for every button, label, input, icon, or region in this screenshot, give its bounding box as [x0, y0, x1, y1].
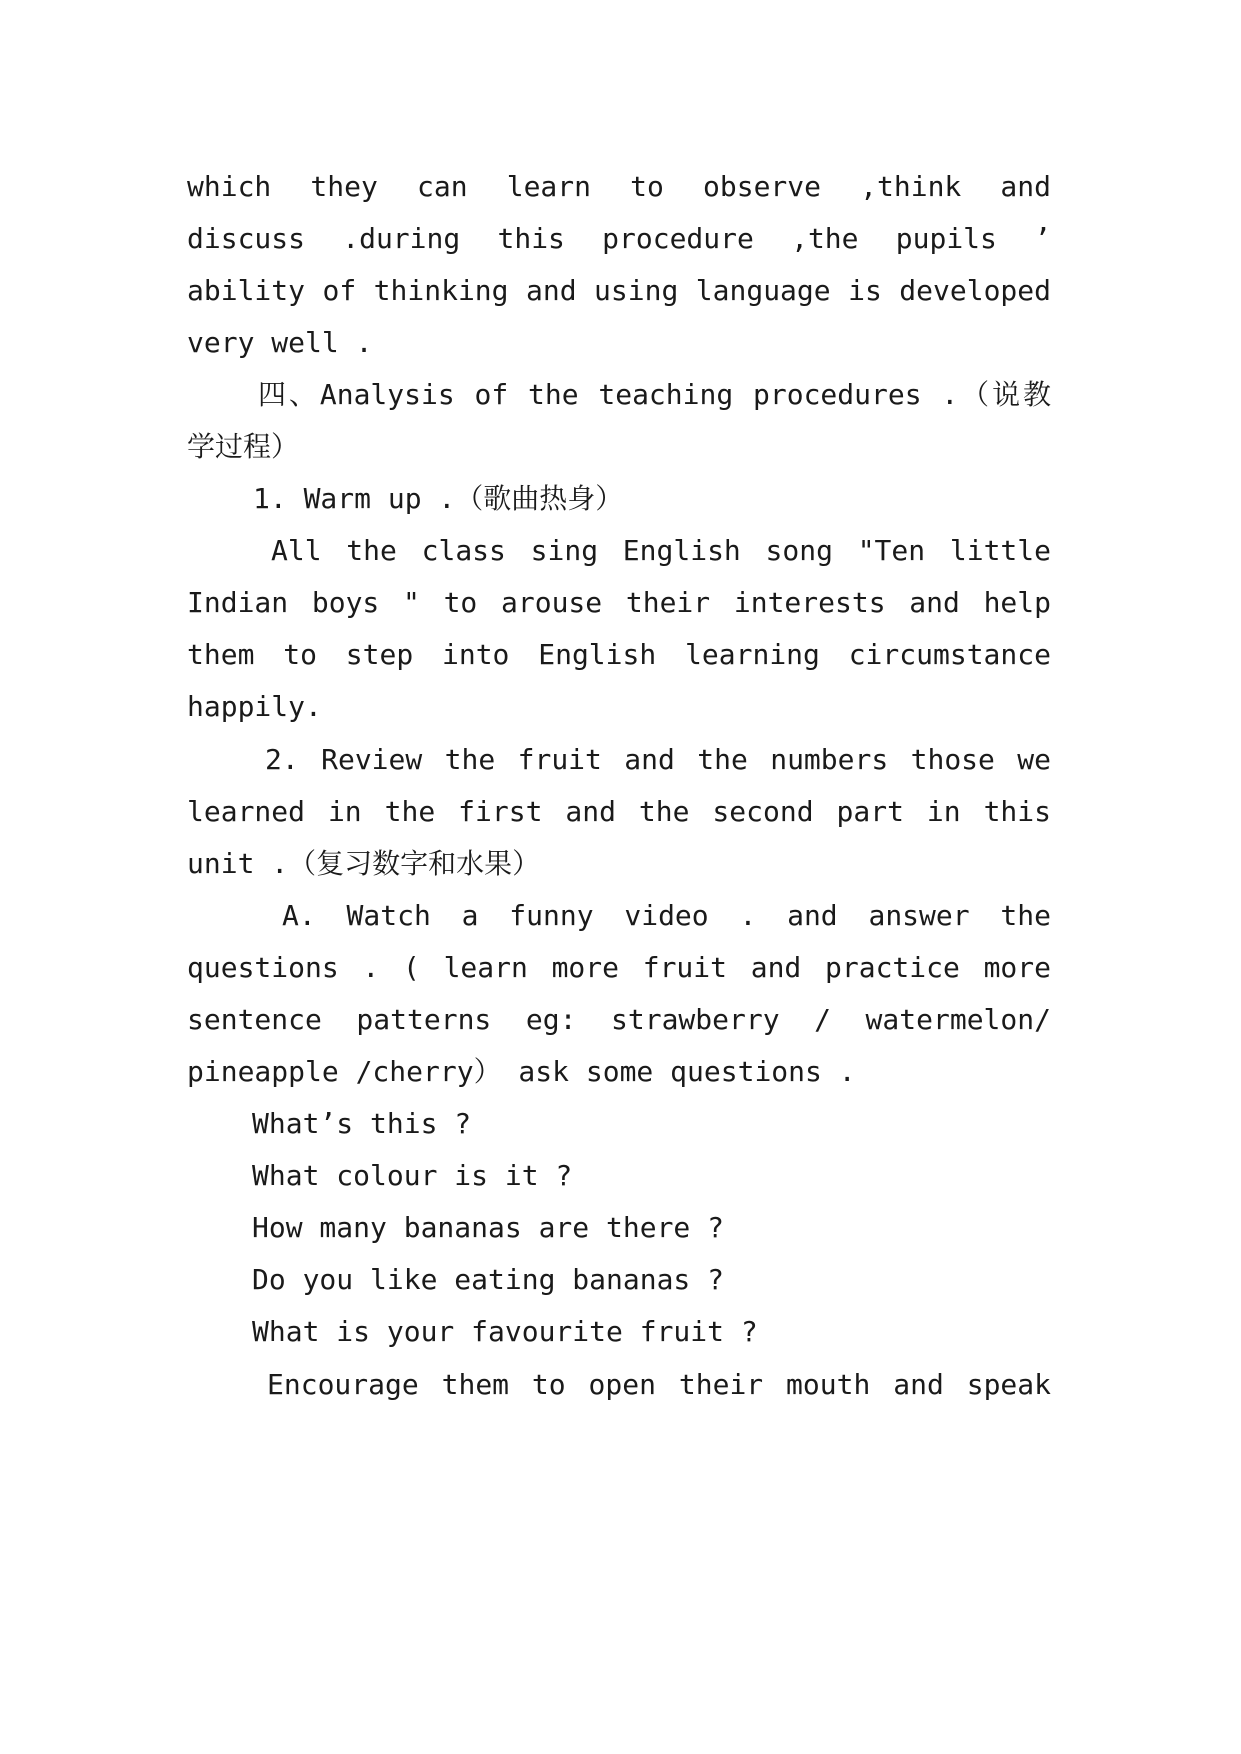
text-line: unit .（复习数字和水果）: [187, 847, 541, 880]
text-line: sentence patterns eg: strawberry / watermelon/: [187, 1003, 1051, 1036]
text-line: discuss .during this procedure ,the pupils ’: [187, 222, 1051, 255]
question-line: Do you like eating bananas ?: [252, 1263, 725, 1296]
text-line: All the class sing English song "Ten little: [271, 534, 1051, 567]
text-line: them to step into English learning circumstance: [187, 638, 1051, 671]
text-line: Indian boys " to arouse their interests and help: [187, 586, 1051, 619]
question-line: How many bananas are there ?: [252, 1211, 725, 1244]
subsection-heading: 1. Warm up .（歌曲热身）: [253, 482, 624, 515]
text-line: learned in the first and the second part in this: [187, 795, 1051, 828]
text-line: which they can learn to observe ,think and: [187, 170, 1051, 203]
text-line: questions . ( learn more fruit and practice more: [187, 951, 1051, 984]
question-line: What colour is it ?: [252, 1159, 573, 1192]
question-line: What is your favourite fruit ?: [252, 1315, 758, 1348]
text-line: ability of thinking and using language is developed: [187, 274, 1051, 307]
text-line: pineapple /cherry） ask some questions .: [187, 1055, 856, 1088]
text-line: very well .: [187, 326, 373, 359]
subsection-heading: 2. Review the fruit and the numbers those we: [265, 743, 1051, 776]
text-line: A. Watch a funny video . and answer the: [282, 899, 1051, 932]
text-line: 学过程）: [187, 430, 300, 463]
question-line: What’s this ?: [252, 1107, 472, 1140]
text-line: happily.: [187, 690, 322, 723]
text-line: Encourage them to open their mouth and speak: [267, 1368, 1051, 1401]
section-heading: 四、Analysis of the teaching procedures .（说教: [258, 378, 1051, 411]
